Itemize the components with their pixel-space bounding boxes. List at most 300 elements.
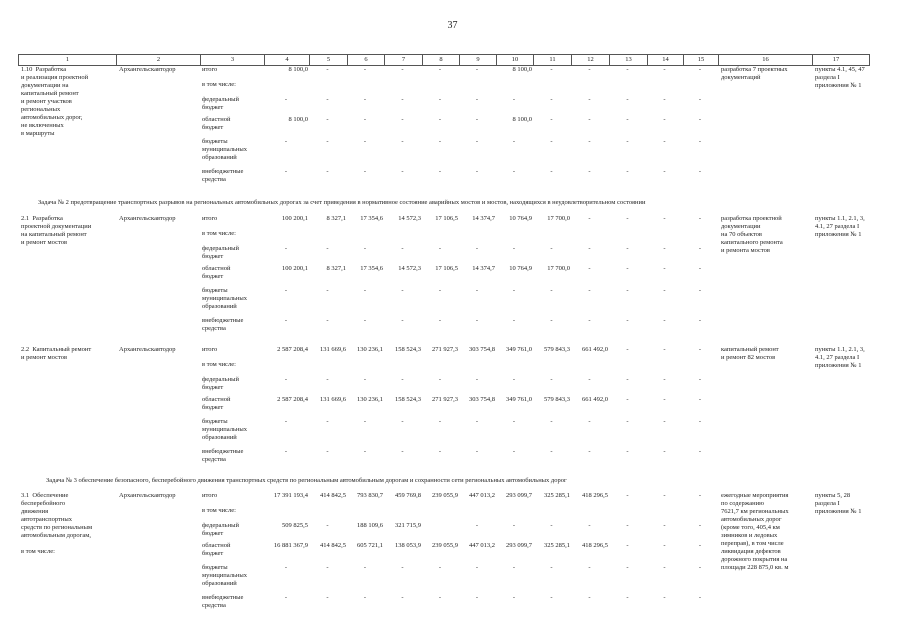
- expected-result: ежегодные мероприятия по содержанию 7621,7 км региональных автомобильных дорог (кроме того, 405,4 км зимников и ледовых переправ), в том числе ликвидация дефектов дорожного покрытия на площади 228 875,0 кв. м: [721, 492, 789, 571]
- table-cell: -: [698, 418, 702, 425]
- header-col-15: 15: [684, 55, 719, 65]
- table-cell: -: [363, 138, 367, 145]
- measure-name: 1.10 Разработка и реализация проектной документации на капитальный ремонт и ремонт участков региональных автомобильных дорог, не включенных в маршруты: [21, 66, 89, 137]
- table-cell: -: [284, 245, 288, 252]
- table-cell: 8 100,0: [288, 116, 308, 123]
- table-cell: -: [588, 66, 591, 73]
- table-cell: -: [475, 564, 479, 571]
- funding-source: внебюджетные средства: [202, 448, 244, 463]
- expected-result: разработка 7 проектных документаций: [721, 66, 788, 81]
- table-cell: -: [401, 287, 404, 294]
- table-cell: -: [550, 287, 553, 294]
- table-cell: -: [284, 448, 288, 455]
- table-cell: -: [550, 96, 553, 103]
- table-cell: 2 587 208,4: [277, 346, 308, 353]
- funding-source: федеральный бюджет: [202, 522, 239, 537]
- expected-result: разработка проектной документации на 70 объектов капитального ремонта и ремонта мостов: [721, 215, 783, 254]
- table-cell: 303 754,8: [469, 346, 495, 353]
- table-cell: -: [626, 168, 629, 175]
- table-cell: 10 764,9: [509, 215, 532, 222]
- table-cell: -: [475, 138, 479, 145]
- table-cell: -: [626, 522, 629, 529]
- table-cell: -: [588, 317, 591, 324]
- table-cell: -: [626, 564, 629, 571]
- table-cell: -: [284, 96, 288, 103]
- header-col-6: 6: [348, 55, 385, 65]
- reference: пункты 1.1, 2.1, 3, 4.1, 27 раздела I приложения № 1: [815, 215, 865, 238]
- table-cell: -: [512, 245, 516, 252]
- funding-source: областной бюджет: [202, 396, 231, 411]
- table-cell: -: [698, 346, 702, 353]
- table-cell: -: [550, 245, 553, 252]
- table-cell: 349 761,0: [506, 396, 532, 403]
- table-cell: -: [326, 116, 329, 123]
- table-cell: 10 764,9: [509, 265, 532, 272]
- table-cell: -: [326, 522, 329, 529]
- table-cell: 325 285,1: [544, 542, 570, 549]
- funding-source: в том числе:: [202, 507, 236, 514]
- table-cell: 325 285,1: [544, 492, 570, 499]
- table-cell: -: [363, 168, 367, 175]
- table-cell: -: [588, 96, 591, 103]
- table-cell: -: [512, 138, 516, 145]
- table-cell: -: [284, 168, 288, 175]
- table-cell: 661 492,0: [582, 346, 608, 353]
- table-cell: 14 374,7: [472, 265, 495, 272]
- table-cell: -: [326, 96, 329, 103]
- table-cell: 158 524,3: [395, 396, 421, 403]
- table-cell: -: [663, 245, 666, 252]
- table-cell: -: [626, 594, 629, 601]
- table-cell: -: [475, 168, 479, 175]
- table-cell: -: [363, 96, 367, 103]
- table-cell: 447 013,2: [469, 492, 495, 499]
- table-cell: 17 354,6: [360, 265, 383, 272]
- table-cell: -: [326, 594, 329, 601]
- table-cell: -: [550, 168, 553, 175]
- reference: пункты 5, 28 раздела I приложения № 1: [815, 492, 862, 515]
- table-cell: 17 106,5: [435, 265, 458, 272]
- table-cell: -: [698, 317, 702, 324]
- table-cell: -: [626, 66, 629, 73]
- funding-source: федеральный бюджет: [202, 245, 239, 260]
- table-cell: -: [588, 448, 591, 455]
- table-cell: -: [626, 265, 629, 272]
- measure-name: 3.1 Обеспечение бесперебойного движения автотранспортных средств по региональным автомобильным дорогам, в том числе:: [21, 492, 93, 555]
- table-cell: -: [550, 376, 553, 383]
- task-heading: Задача № 2 предотвращение транспортных разрывов на региональных автомобильных дорогах за счет приведения в нормативное состояние аварийных мостов и мостов, находящихся в неудовлетворительном состоянии: [38, 199, 646, 206]
- table-cell: -: [438, 564, 442, 571]
- table-cell: -: [698, 542, 702, 549]
- executor: Архангельскавтодор: [119, 66, 176, 73]
- table-cell: 271 927,3: [432, 346, 458, 353]
- expected-result: капитальный ремонт и ремонт 82 мостов: [721, 346, 779, 361]
- table-cell: 130 236,1: [357, 346, 383, 353]
- measure-name: 2.2 Капитальный ремонт и ремонт мостов: [21, 346, 92, 361]
- table-cell: -: [438, 168, 442, 175]
- table-cell: -: [438, 317, 442, 324]
- table-cell: -: [698, 522, 702, 529]
- table-cell: 130 236,1: [357, 396, 383, 403]
- table-cell: -: [626, 245, 629, 252]
- table-cell: 17 391 193,4: [273, 492, 308, 499]
- table-cell: -: [475, 66, 479, 73]
- table-cell: 414 842,5: [320, 492, 346, 499]
- funding-source: бюджеты муниципальных образований: [202, 138, 248, 161]
- header-col-1: 1: [19, 55, 117, 65]
- table-cell: -: [512, 168, 516, 175]
- table-cell: -: [475, 448, 479, 455]
- header-col-10: 10: [497, 55, 534, 65]
- table-cell: -: [363, 245, 367, 252]
- table-cell: 8 327,1: [326, 215, 346, 222]
- table-cell: -: [698, 96, 702, 103]
- table-cell: -: [363, 116, 367, 123]
- table-cell: -: [698, 287, 702, 294]
- executor: Архангельскавтодор: [119, 215, 176, 222]
- table-cell: -: [626, 542, 629, 549]
- table-cell: 188 109,6: [357, 522, 383, 529]
- table-cell: -: [588, 168, 591, 175]
- table-cell: -: [663, 168, 666, 175]
- reference: пункты 1.1, 2.1, 3, 4.1, 27 раздела I приложения № 1: [815, 346, 865, 369]
- table-cell: -: [438, 418, 442, 425]
- table-cell: 509 825,5: [282, 522, 308, 529]
- table-cell: -: [284, 564, 288, 571]
- table-cell: -: [698, 168, 702, 175]
- table-cell: -: [326, 138, 329, 145]
- table-cell: -: [284, 138, 288, 145]
- table-cell: -: [588, 594, 591, 601]
- table-cell: -: [475, 245, 479, 252]
- funding-source: в том числе:: [202, 361, 236, 368]
- funding-source: бюджеты муниципальных образований: [202, 564, 248, 587]
- table-cell: 271 927,3: [432, 396, 458, 403]
- table-cell: -: [626, 116, 629, 123]
- funding-source: внебюджетные средства: [202, 317, 244, 332]
- table-cell: 100 200,1: [282, 265, 308, 272]
- table-cell: -: [663, 317, 666, 324]
- table-cell: -: [512, 448, 516, 455]
- table-cell: 293 099,7: [506, 492, 532, 499]
- table-cell: -: [438, 376, 442, 383]
- table-cell: -: [588, 287, 591, 294]
- table-cell: -: [438, 138, 442, 145]
- table-cell: -: [550, 66, 553, 73]
- task-heading: Задача № 3 обеспечение безопасного, бесперебойного движения транспортных средств по региональным автомобильным дорогам и сохранности сети региональных автомобильных дорог: [46, 477, 567, 484]
- table-cell: -: [326, 287, 329, 294]
- table-cell: -: [698, 245, 702, 252]
- table-cell: -: [401, 594, 404, 601]
- table-cell: -: [363, 287, 367, 294]
- page-number: 37: [447, 20, 458, 31]
- table-cell: -: [588, 522, 591, 529]
- table-cell: -: [475, 522, 479, 529]
- table-cell: -: [284, 376, 288, 383]
- table-cell: -: [438, 448, 442, 455]
- table-cell: 661 492,0: [582, 396, 608, 403]
- table-cell: 459 769,8: [395, 492, 421, 499]
- table-cell: 418 296,5: [582, 492, 608, 499]
- table-cell: -: [401, 564, 404, 571]
- table-cell: -: [626, 96, 629, 103]
- table-cell: -: [326, 376, 329, 383]
- table-cell: -: [475, 116, 479, 123]
- funding-source: внебюджетные средства: [202, 594, 244, 609]
- table-cell: -: [663, 346, 666, 353]
- table-cell: 17 106,5: [435, 215, 458, 222]
- table-cell: -: [475, 287, 479, 294]
- header-col-11: 11: [534, 55, 572, 65]
- table-cell: -: [401, 168, 404, 175]
- table-cell: -: [475, 376, 479, 383]
- table-cell: -: [663, 396, 666, 403]
- funding-source: федеральный бюджет: [202, 96, 239, 111]
- table-cell: -: [663, 564, 666, 571]
- table-cell: -: [401, 418, 404, 425]
- header-col-13: 13: [610, 55, 648, 65]
- funding-source: итого: [202, 66, 218, 73]
- table-cell: -: [475, 418, 479, 425]
- table-cell: -: [663, 287, 666, 294]
- table-cell: -: [401, 96, 404, 103]
- table-cell: 239 055,9: [432, 492, 458, 499]
- table-cell: 2 587 208,4: [277, 396, 308, 403]
- table-cell: -: [363, 594, 367, 601]
- table-cell: -: [363, 66, 367, 73]
- table-cell: -: [363, 317, 367, 324]
- table-cell: -: [284, 418, 288, 425]
- table-cell: -: [326, 168, 329, 175]
- table-cell: 8 100,0: [512, 66, 532, 73]
- table-cell: -: [663, 138, 666, 145]
- table-cell: -: [698, 116, 702, 123]
- table-cell: -: [698, 564, 702, 571]
- table-cell: -: [550, 116, 553, 123]
- table-cell: -: [475, 317, 479, 324]
- table-cell: -: [663, 96, 666, 103]
- funding-source: областной бюджет: [202, 542, 231, 557]
- table-cell: -: [626, 287, 629, 294]
- table-cell: 14 572,3: [398, 215, 421, 222]
- table-cell: 793 830,7: [357, 492, 383, 499]
- table-cell: 8 100,0: [512, 116, 532, 123]
- table-cell: -: [626, 492, 629, 499]
- measure-name: 2.1 Разработка проектной документации на капитальный ремонт и ремонт мостов: [21, 215, 92, 246]
- funding-source: бюджеты муниципальных образований: [202, 418, 248, 441]
- table-cell: -: [438, 96, 442, 103]
- funding-source: итого: [202, 215, 218, 222]
- table-cell: -: [588, 245, 591, 252]
- table-cell: -: [438, 245, 442, 252]
- table-cell: -: [401, 66, 404, 73]
- table-cell: -: [698, 448, 702, 455]
- table-cell: -: [475, 594, 479, 601]
- funding-source: бюджеты муниципальных образований: [202, 287, 248, 310]
- table-cell: -: [438, 116, 442, 123]
- table-cell: -: [663, 265, 666, 272]
- header-col-8: 8: [423, 55, 460, 65]
- executor: Архангельскавтодор: [119, 346, 176, 353]
- table-cell: -: [326, 66, 329, 73]
- table-cell: -: [401, 376, 404, 383]
- table-cell: -: [326, 448, 329, 455]
- table-cell: -: [326, 418, 329, 425]
- funding-source: областной бюджет: [202, 116, 231, 131]
- table-cell: -: [550, 522, 553, 529]
- table-cell: -: [512, 317, 516, 324]
- table-cell: -: [401, 116, 404, 123]
- table-cell: 8 100,0: [288, 66, 308, 73]
- table-cell: -: [626, 396, 629, 403]
- executor: Архангельскавтодор: [119, 492, 176, 499]
- table-cell: 158 524,3: [395, 346, 421, 353]
- table-cell: 579 843,3: [544, 396, 570, 403]
- funding-source: итого: [202, 346, 218, 353]
- table-cell: -: [698, 396, 702, 403]
- table-cell: -: [284, 317, 288, 324]
- table-cell: -: [550, 594, 553, 601]
- table-cell: 303 754,8: [469, 396, 495, 403]
- table-cell: -: [663, 594, 666, 601]
- table-cell: -: [663, 66, 666, 73]
- table-cell: 131 669,6: [320, 396, 346, 403]
- header-col-2: 2: [117, 55, 201, 65]
- table-cell: -: [663, 492, 666, 499]
- table-cell: -: [698, 594, 702, 601]
- table-cell: -: [363, 564, 367, 571]
- table-cell: -: [284, 594, 288, 601]
- header-col-16: 16: [719, 55, 813, 65]
- table-cell: -: [626, 376, 629, 383]
- table-cell: -: [588, 376, 591, 383]
- table-cell: 239 055,9: [432, 542, 458, 549]
- table-cell: -: [626, 346, 629, 353]
- table-cell: -: [363, 376, 367, 383]
- table-cell: -: [326, 564, 329, 571]
- table-cell: -: [550, 138, 553, 145]
- table-cell: -: [284, 287, 288, 294]
- table-cell: 14 572,3: [398, 265, 421, 272]
- table-cell: -: [550, 418, 553, 425]
- header-col-3: 3: [201, 55, 265, 65]
- table-cell: -: [475, 96, 479, 103]
- table-cell: -: [438, 594, 442, 601]
- table-cell: -: [512, 522, 516, 529]
- table-cell: -: [512, 594, 516, 601]
- table-cell: -: [626, 418, 629, 425]
- table-cell: -: [550, 564, 553, 571]
- table-cell: -: [588, 265, 591, 272]
- header-col-4: 4: [265, 55, 310, 65]
- table-header: [18, 54, 870, 66]
- table-cell: -: [588, 564, 591, 571]
- table-cell: -: [363, 448, 367, 455]
- header-col-14: 14: [648, 55, 684, 65]
- table-cell: 418 296,5: [582, 542, 608, 549]
- reference: пункты 4.1, 45, 47 раздела I приложения № 1: [815, 66, 865, 89]
- table-cell: -: [698, 492, 702, 499]
- table-cell: -: [512, 287, 516, 294]
- table-cell: 579 843,3: [544, 346, 570, 353]
- table-cell: -: [663, 215, 666, 222]
- header-col-7: 7: [385, 55, 423, 65]
- header-col-9: 9: [460, 55, 497, 65]
- table-cell: -: [626, 317, 629, 324]
- table-cell: 605 721,1: [357, 542, 383, 549]
- funding-source: областной бюджет: [202, 265, 231, 280]
- table-cell: -: [326, 317, 329, 324]
- table-cell: -: [663, 376, 666, 383]
- table-cell: 100 200,1: [282, 215, 308, 222]
- table-cell: -: [626, 215, 629, 222]
- table-cell: -: [588, 116, 591, 123]
- header-col-12: 12: [572, 55, 610, 65]
- funding-source: итого: [202, 492, 218, 499]
- table-cell: -: [698, 265, 702, 272]
- table-cell: -: [401, 317, 404, 324]
- table-cell: -: [588, 138, 591, 145]
- table-cell: 16 881 367,9: [273, 542, 308, 549]
- funding-source: в том числе:: [202, 230, 236, 237]
- table-cell: -: [550, 448, 553, 455]
- table-cell: 17 700,0: [547, 215, 570, 222]
- header-col-5: 5: [310, 55, 348, 65]
- table-cell: -: [698, 66, 702, 73]
- table-cell: -: [588, 418, 591, 425]
- table-cell: -: [512, 564, 516, 571]
- table-cell: -: [438, 66, 442, 73]
- table-cell: -: [698, 138, 702, 145]
- table-cell: -: [626, 138, 629, 145]
- table-cell: -: [512, 376, 516, 383]
- table-cell: -: [698, 215, 702, 222]
- table-cell: 293 099,7: [506, 542, 532, 549]
- table-cell: 8 327,1: [326, 265, 346, 272]
- table-cell: -: [401, 245, 404, 252]
- table-cell: 14 374,7: [472, 215, 495, 222]
- table-cell: -: [663, 522, 666, 529]
- table-cell: -: [663, 116, 666, 123]
- table-cell: 414 842,5: [320, 542, 346, 549]
- funding-source: в том числе:: [202, 81, 236, 88]
- table-cell: 138 053,9: [395, 542, 421, 549]
- table-cell: -: [663, 448, 666, 455]
- table-cell: -: [401, 448, 404, 455]
- table-cell: -: [550, 317, 553, 324]
- table-cell: -: [588, 215, 591, 222]
- table-cell: -: [512, 418, 516, 425]
- table-cell: -: [401, 138, 404, 145]
- table-cell: -: [663, 418, 666, 425]
- table-cell: 131 669,6: [320, 346, 346, 353]
- table-cell: -: [663, 542, 666, 549]
- table-cell: -: [512, 96, 516, 103]
- table-cell: 321 715,9: [395, 522, 421, 529]
- table-cell: -: [626, 448, 629, 455]
- funding-source: федеральный бюджет: [202, 376, 239, 391]
- table-cell: 17 700,0: [547, 265, 570, 272]
- funding-source: внебюджетные средства: [202, 168, 244, 183]
- table-cell: -: [438, 287, 442, 294]
- table-cell: 447 013,2: [469, 542, 495, 549]
- table-cell: -: [326, 245, 329, 252]
- header-col-17: 17: [832, 56, 840, 63]
- table-cell: 349 761,0: [506, 346, 532, 353]
- table-cell: 17 354,6: [360, 215, 383, 222]
- table-cell: -: [698, 376, 702, 383]
- table-cell: -: [363, 418, 367, 425]
